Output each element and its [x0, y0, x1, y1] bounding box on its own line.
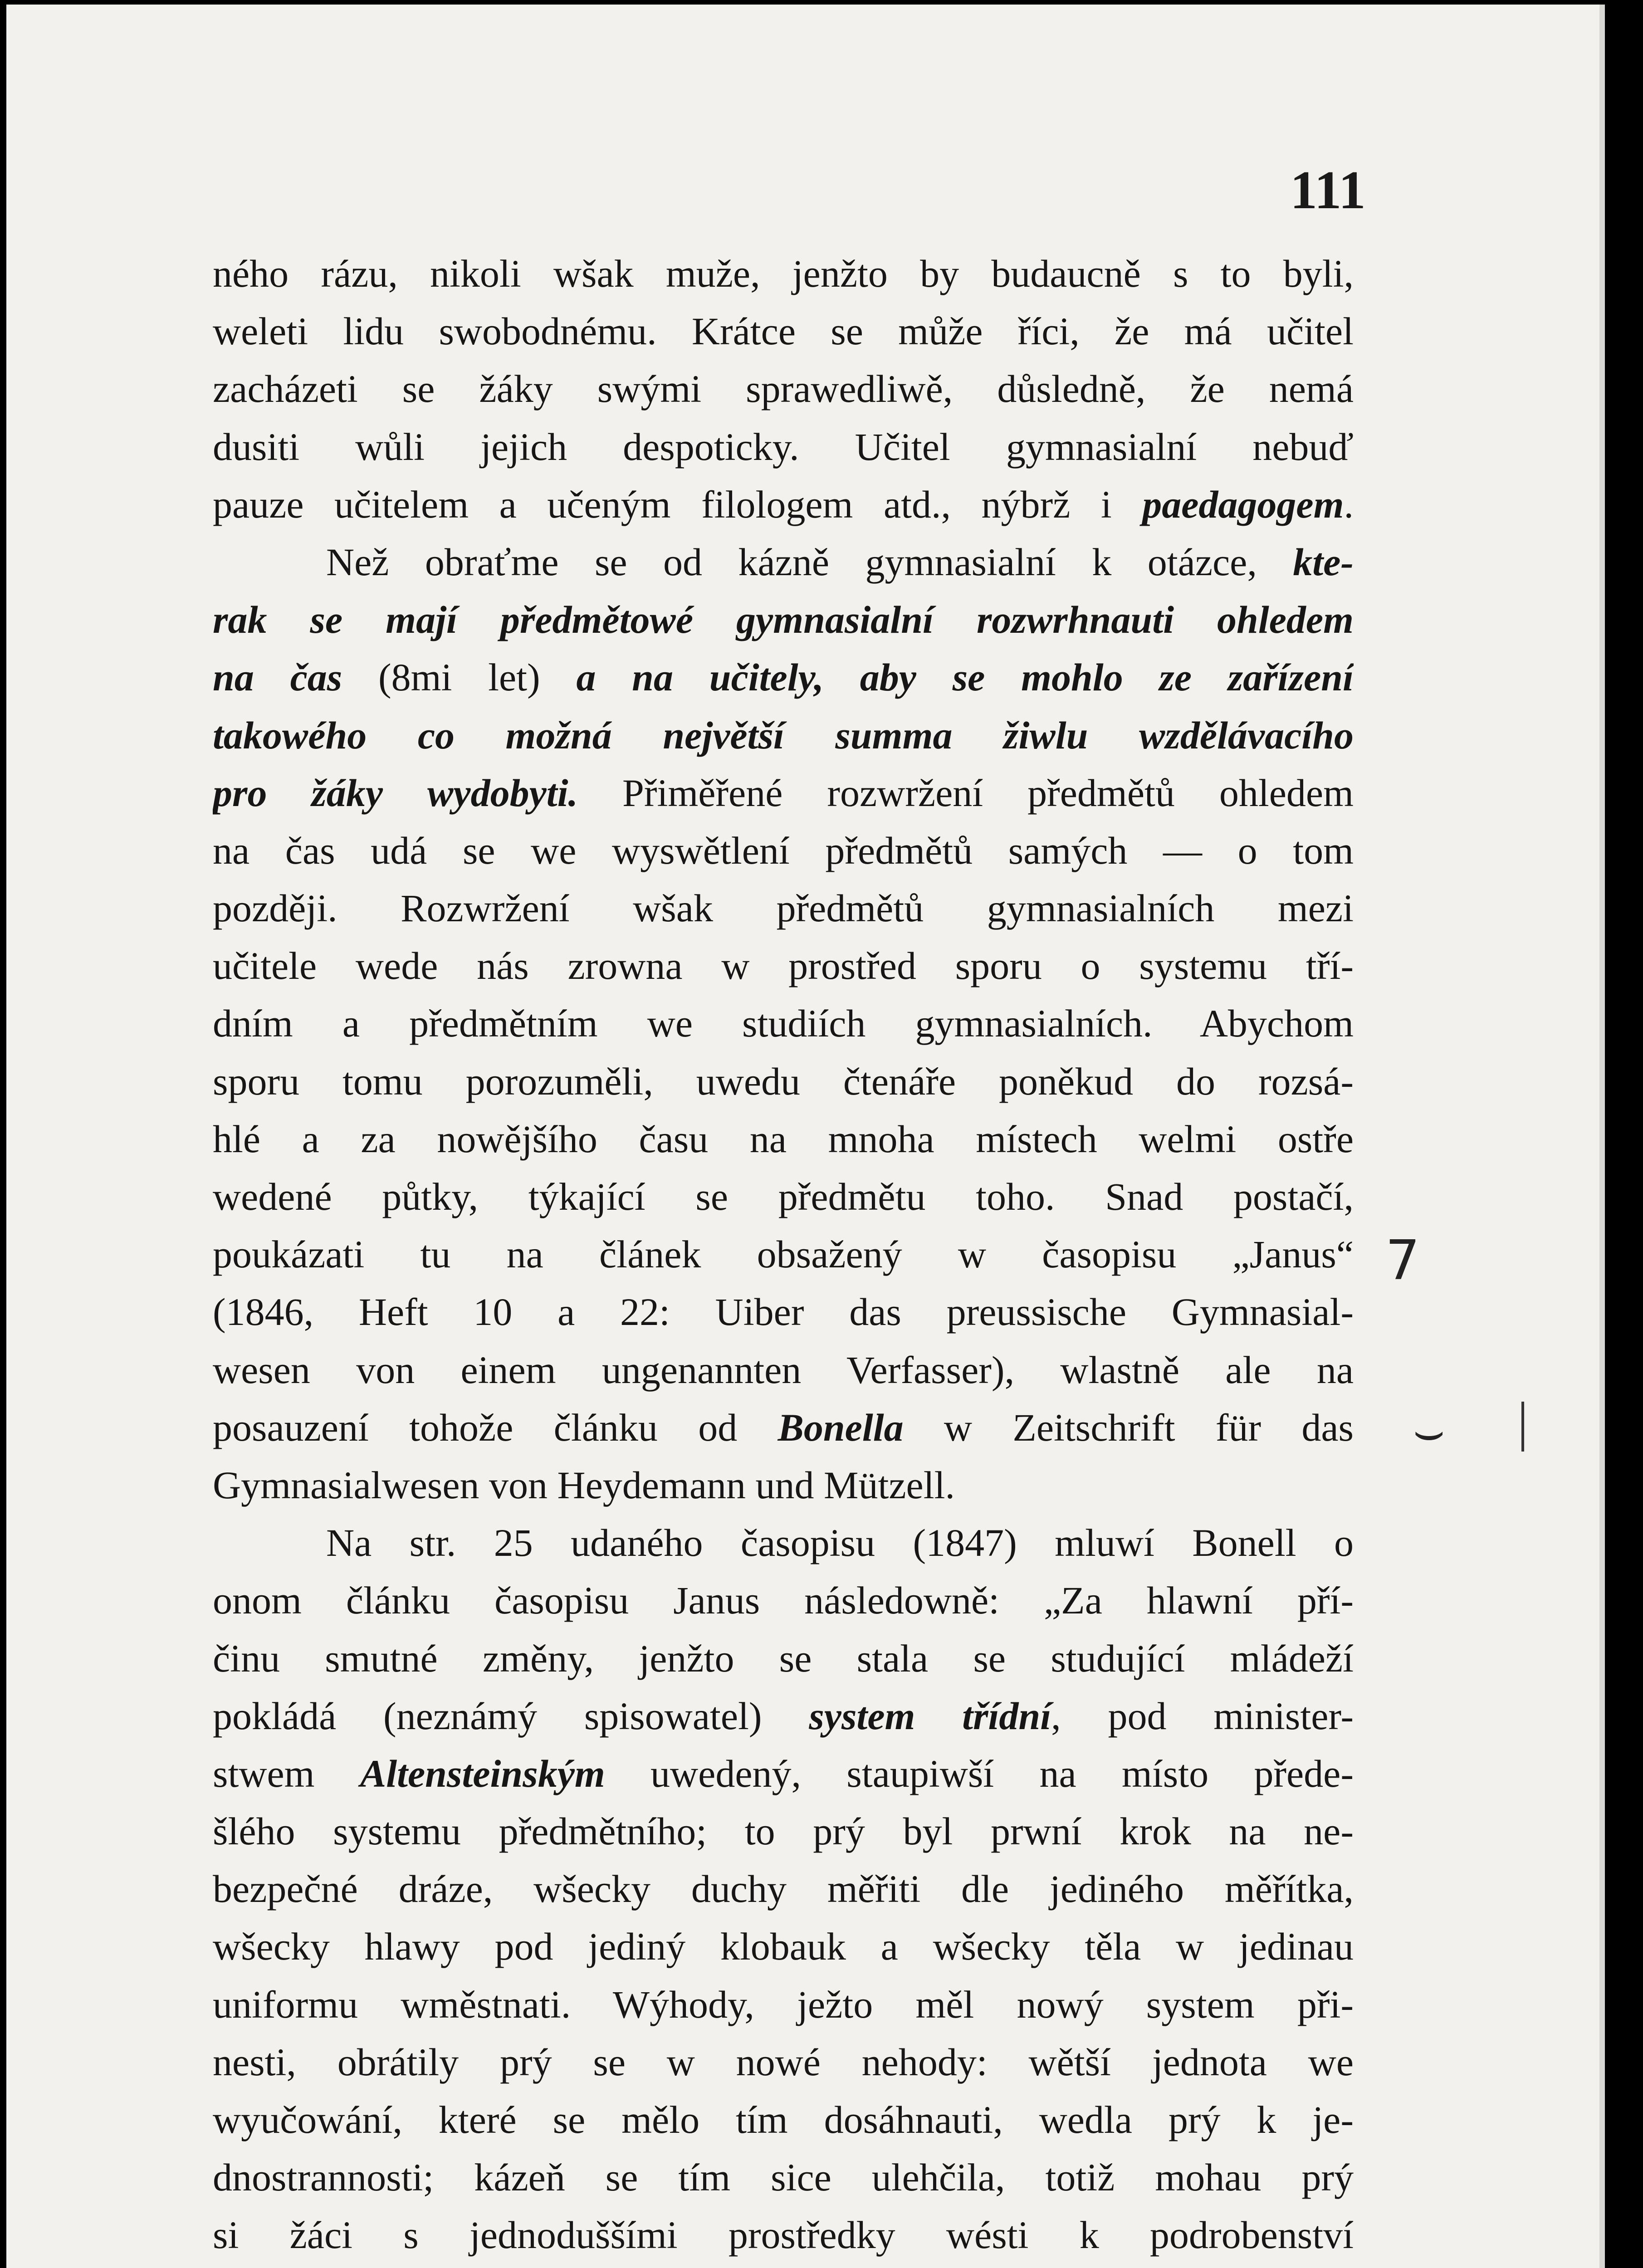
- text-span: učitele wede nás zrowna w prostřed sporu o systemu tří-: [213, 944, 1354, 988]
- text-span: poukázati tu na článek obsažený w časopisu „Janus“: [213, 1232, 1354, 1276]
- text-span: stwem: [213, 1751, 360, 1795]
- italic-text: system třídní: [809, 1694, 1051, 1738]
- italic-text: kte-: [1293, 540, 1354, 584]
- text-span: wyučowání, které se mělo tím dosáhnauti, wedla prý k je-: [213, 2098, 1354, 2141]
- text-span: na čas udá se we wyswětlení předmětů samých — o tom: [213, 828, 1354, 872]
- text-span: si žáci s jednoduššími prostředky wésti k podrobenství: [213, 2213, 1354, 2257]
- text-line: [213, 1745, 1354, 1803]
- text-span: dusiti wůli jejich despoticky. Učitel gymnasialní nebuď: [213, 425, 1354, 469]
- text-span: činu smutné změny, jenžto se stala se studující mládeží: [213, 1636, 1354, 1680]
- margin-mark-bracket: 7: [1385, 1229, 1420, 1292]
- text-span: sporu tomu porozuměli, uwedu čtenáře poněkud do rozsá-: [213, 1059, 1354, 1103]
- text-line: [213, 303, 1354, 360]
- text-span: ného rázu, nikoli wšak muže, jenžto by budaucně s to byli,: [213, 252, 1354, 295]
- text-span: wedené půtky, týkající se předmětu toho. Snad postačí,: [213, 1175, 1354, 1218]
- text-span: (1846, Heft 10 a 22: Uiber das preussische Gymnasial-: [213, 1290, 1354, 1334]
- text-span: bezpečné dráze, wšecky duchy měřiti dle jediného měřítka,: [213, 1867, 1354, 1911]
- text-line: [213, 2206, 1354, 2264]
- text-span: .: [1344, 482, 1354, 526]
- text-span: weleti lidu swobodnému. Krátce se může říci, že má učitel: [213, 309, 1354, 353]
- text-line: [213, 1803, 1354, 1860]
- text-line: [213, 1399, 1354, 1457]
- text-span: zacházeti se žáky swými sprawedliwě, důsledně, že nemá: [213, 367, 1354, 411]
- italic-text: rak se mají předmětowé gymnasialní rozwrhnauti ohledem: [213, 598, 1354, 642]
- text-span: posauzení tohože článku od: [213, 1405, 778, 1449]
- text-span: hlé a za nowějšího času na mnoha místech welmi ostře: [213, 1117, 1354, 1161]
- text-span: uwedený, staupiwší na místo přede-: [605, 1751, 1354, 1795]
- text-span: Přiměřené rozwržení předmětů ohledem: [578, 771, 1354, 815]
- text-line: [213, 1457, 1354, 1514]
- page-number: 111: [1290, 160, 1366, 220]
- text-line: [213, 1110, 1354, 1168]
- text-line: [213, 995, 1354, 1052]
- text-line: [213, 1341, 1354, 1399]
- book-page: [6, 5, 1605, 2268]
- italic-text: takowého co možná největší summa žiwlu wzdělávacího: [213, 713, 1354, 757]
- text-span: pokládá (neznámý spisowatel): [213, 1694, 809, 1738]
- italic-text: na čas: [213, 655, 342, 699]
- text-span: pauze učitelem a učeným filologem atd., nýbrž i: [213, 482, 1143, 526]
- italic-text: a na učitely, aby se mohlo ze zařízení: [576, 655, 1354, 699]
- text-span: dnostrannosti; kázeň se tím sice ulehčila, totiž mohau prý: [213, 2156, 1354, 2200]
- italic-text: pro žáky wydobyti.: [213, 771, 578, 815]
- text-span: onom článku časopisu Janus následowně: „Za hlawní pří-: [213, 1579, 1354, 1623]
- text-span: šlého systemu předmětního; to prý byl prwní krok na ne-: [213, 1809, 1354, 1853]
- text-line: [213, 1053, 1354, 1110]
- text-line: [213, 649, 1354, 706]
- text-span: Na str. 25 udaného časopisu (1847) mluwí Bonell o: [326, 1521, 1354, 1565]
- italic-text: Bonella: [777, 1405, 904, 1449]
- text-line: [213, 937, 1354, 995]
- body-text: [213, 245, 1354, 2268]
- text-span: (8mi let): [342, 655, 577, 699]
- text-line: [213, 1572, 1354, 1629]
- text-line: [213, 2033, 1354, 2091]
- text-line: [213, 1168, 1354, 1226]
- text-span: uniformu wměstnati. Wýhody, ježto měl nowý system při-: [213, 1982, 1354, 2026]
- text-line: [213, 245, 1354, 303]
- italic-text: Altensteinským: [360, 1751, 605, 1795]
- text-line: [213, 822, 1354, 880]
- text-span: wšecky hlawy pod jediný klobauk a wšecky těla w jedinau: [213, 1925, 1354, 1969]
- text-line: [213, 1283, 1354, 1341]
- text-line: [213, 2091, 1354, 2149]
- text-line: [213, 880, 1354, 937]
- text-span: wesen von einem ungenannten Verfasser), wlastně ale na: [213, 1348, 1354, 1392]
- margin-mark-line: [1521, 1402, 1524, 1452]
- text-span: nesti, obrátily prý se w nowé nehody: wětší jednota we: [213, 2040, 1354, 2084]
- text-span: , pod minister-: [1051, 1694, 1354, 1738]
- text-line: [213, 533, 1354, 591]
- text-line: [213, 1630, 1354, 1687]
- text-line: [213, 1687, 1354, 1745]
- text-line: [213, 2264, 1354, 2268]
- italic-text: paedagogem: [1142, 482, 1344, 526]
- text-span: w Zeitschrift für das: [903, 1405, 1354, 1449]
- text-span: později. Rozwržení wšak předmětů gymnasialních mezi: [213, 886, 1354, 930]
- margin-mark-check: ⌣: [1413, 1402, 1446, 1460]
- text-span: Než obraťme se od kázně gymnasialní k otázce,: [326, 540, 1293, 584]
- text-line: [213, 1514, 1354, 1572]
- text-line: [213, 2149, 1354, 2206]
- text-line: [213, 360, 1354, 418]
- text-line: [213, 418, 1354, 476]
- text-line: [213, 1976, 1354, 2033]
- text-line: [213, 764, 1354, 822]
- text-line: [213, 1226, 1354, 1283]
- text-line: [213, 1860, 1354, 1918]
- text-line: [213, 591, 1354, 649]
- text-line: [213, 1918, 1354, 1975]
- text-line: [213, 476, 1354, 533]
- text-span: Gymnasialwesen von Heydemann und Mützell.: [213, 1463, 955, 1507]
- text-line: [213, 707, 1354, 764]
- text-span: dním a předmětním we studiích gymnasialních. Abychom: [213, 1002, 1354, 1046]
